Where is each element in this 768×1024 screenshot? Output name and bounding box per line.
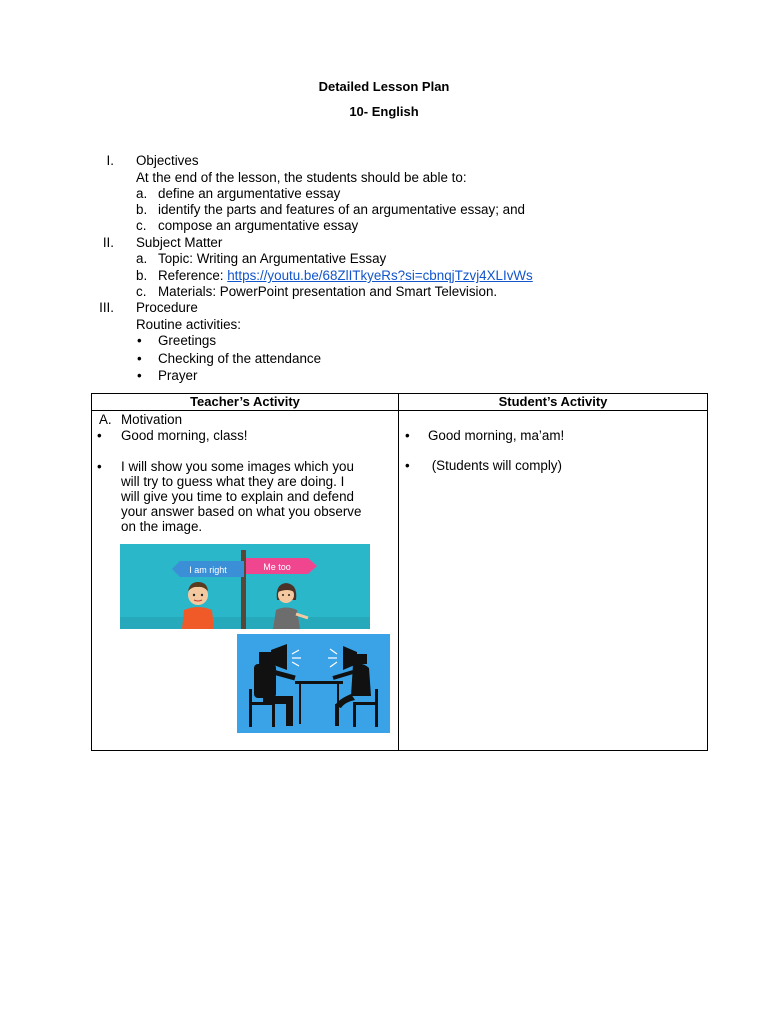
document-title: Detailed Lesson Plan — [318, 79, 450, 94]
bullet-icon — [97, 459, 102, 475]
procedure-item-greetings: Greetings — [158, 333, 217, 348]
teacher-instruction-line: I will show you some images which you — [121, 459, 354, 474]
section-heading-procedure: Procedure — [136, 300, 198, 315]
bullet-icon — [137, 351, 142, 367]
activity-table — [91, 393, 708, 751]
motivation-marker: A. — [99, 412, 112, 427]
section-heading-objectives: Objectives — [136, 153, 199, 168]
reference-link[interactable]: https://youtu.be/68ZlITkyeRs?si=cbnqjTzvj4XLIvWs — [227, 268, 533, 283]
student-activity-cell — [399, 411, 708, 751]
procedure-item-prayer: Prayer — [158, 368, 198, 383]
column-header-teacher: Teacher’s Activity — [92, 394, 399, 411]
column-header-student: Student’s Activity — [399, 394, 708, 411]
argument-signpost-image — [120, 544, 370, 629]
section-numeral-procedure: III. — [99, 300, 114, 315]
bullet-icon — [137, 368, 142, 384]
sign-left-label: I am right — [189, 565, 227, 575]
subject-topic: Topic: Writing an Argumentative Essay — [158, 251, 387, 266]
objective-marker-c: c. — [136, 218, 147, 233]
teacher-instruction-line: your answer based on what you observe — [121, 504, 362, 519]
student-comply: (Students will comply) — [428, 458, 562, 473]
megaphone-debate-image — [237, 634, 390, 733]
subject-marker-a: a. — [136, 251, 148, 266]
section-numeral-objectives: I. — [106, 153, 114, 168]
subject-materials: Materials: PowerPoint presentation and Smart Television. — [158, 284, 498, 299]
motivation-heading: Motivation — [121, 412, 183, 427]
subject-marker-b: b. — [136, 268, 148, 283]
bullet-icon — [137, 333, 142, 349]
objective-item-c: compose an argumentative essay — [158, 218, 359, 233]
objective-item-b: identify the parts and features of an argumentative essay; and — [158, 202, 525, 217]
student-greeting: Good morning, ma’am! — [428, 428, 565, 443]
reference-label: Reference: — [158, 268, 228, 283]
section-numeral-subject-matter: II. — [102, 235, 114, 250]
teacher-activity-cell — [92, 411, 399, 751]
bullet-icon — [97, 428, 102, 444]
section-heading-subject-matter: Subject Matter — [136, 235, 223, 250]
procedure-intro: Routine activities: — [136, 317, 241, 332]
teacher-greeting: Good morning, class! — [121, 428, 248, 443]
teacher-instruction-line: on the image. — [121, 519, 203, 534]
objective-marker-a: a. — [136, 186, 148, 201]
sign-right-label: Me too — [263, 562, 291, 572]
objective-item-a: define an argumentative essay — [158, 186, 341, 201]
teacher-instruction-line: will try to guess what they are doing. I — [121, 474, 345, 489]
procedure-item-attendance: Checking of the attendance — [158, 351, 322, 366]
subject-marker-c: c. — [136, 284, 147, 299]
objectives-intro: At the end of the lesson, the students should be able to: — [136, 170, 467, 185]
bullet-icon — [405, 428, 410, 444]
subject-reference — [158, 268, 533, 284]
document-subtitle: 10- English — [349, 104, 419, 119]
bullet-icon — [405, 458, 410, 474]
teacher-instruction-line: will give you time to explain and defend — [121, 489, 354, 504]
objective-marker-b: b. — [136, 202, 148, 217]
